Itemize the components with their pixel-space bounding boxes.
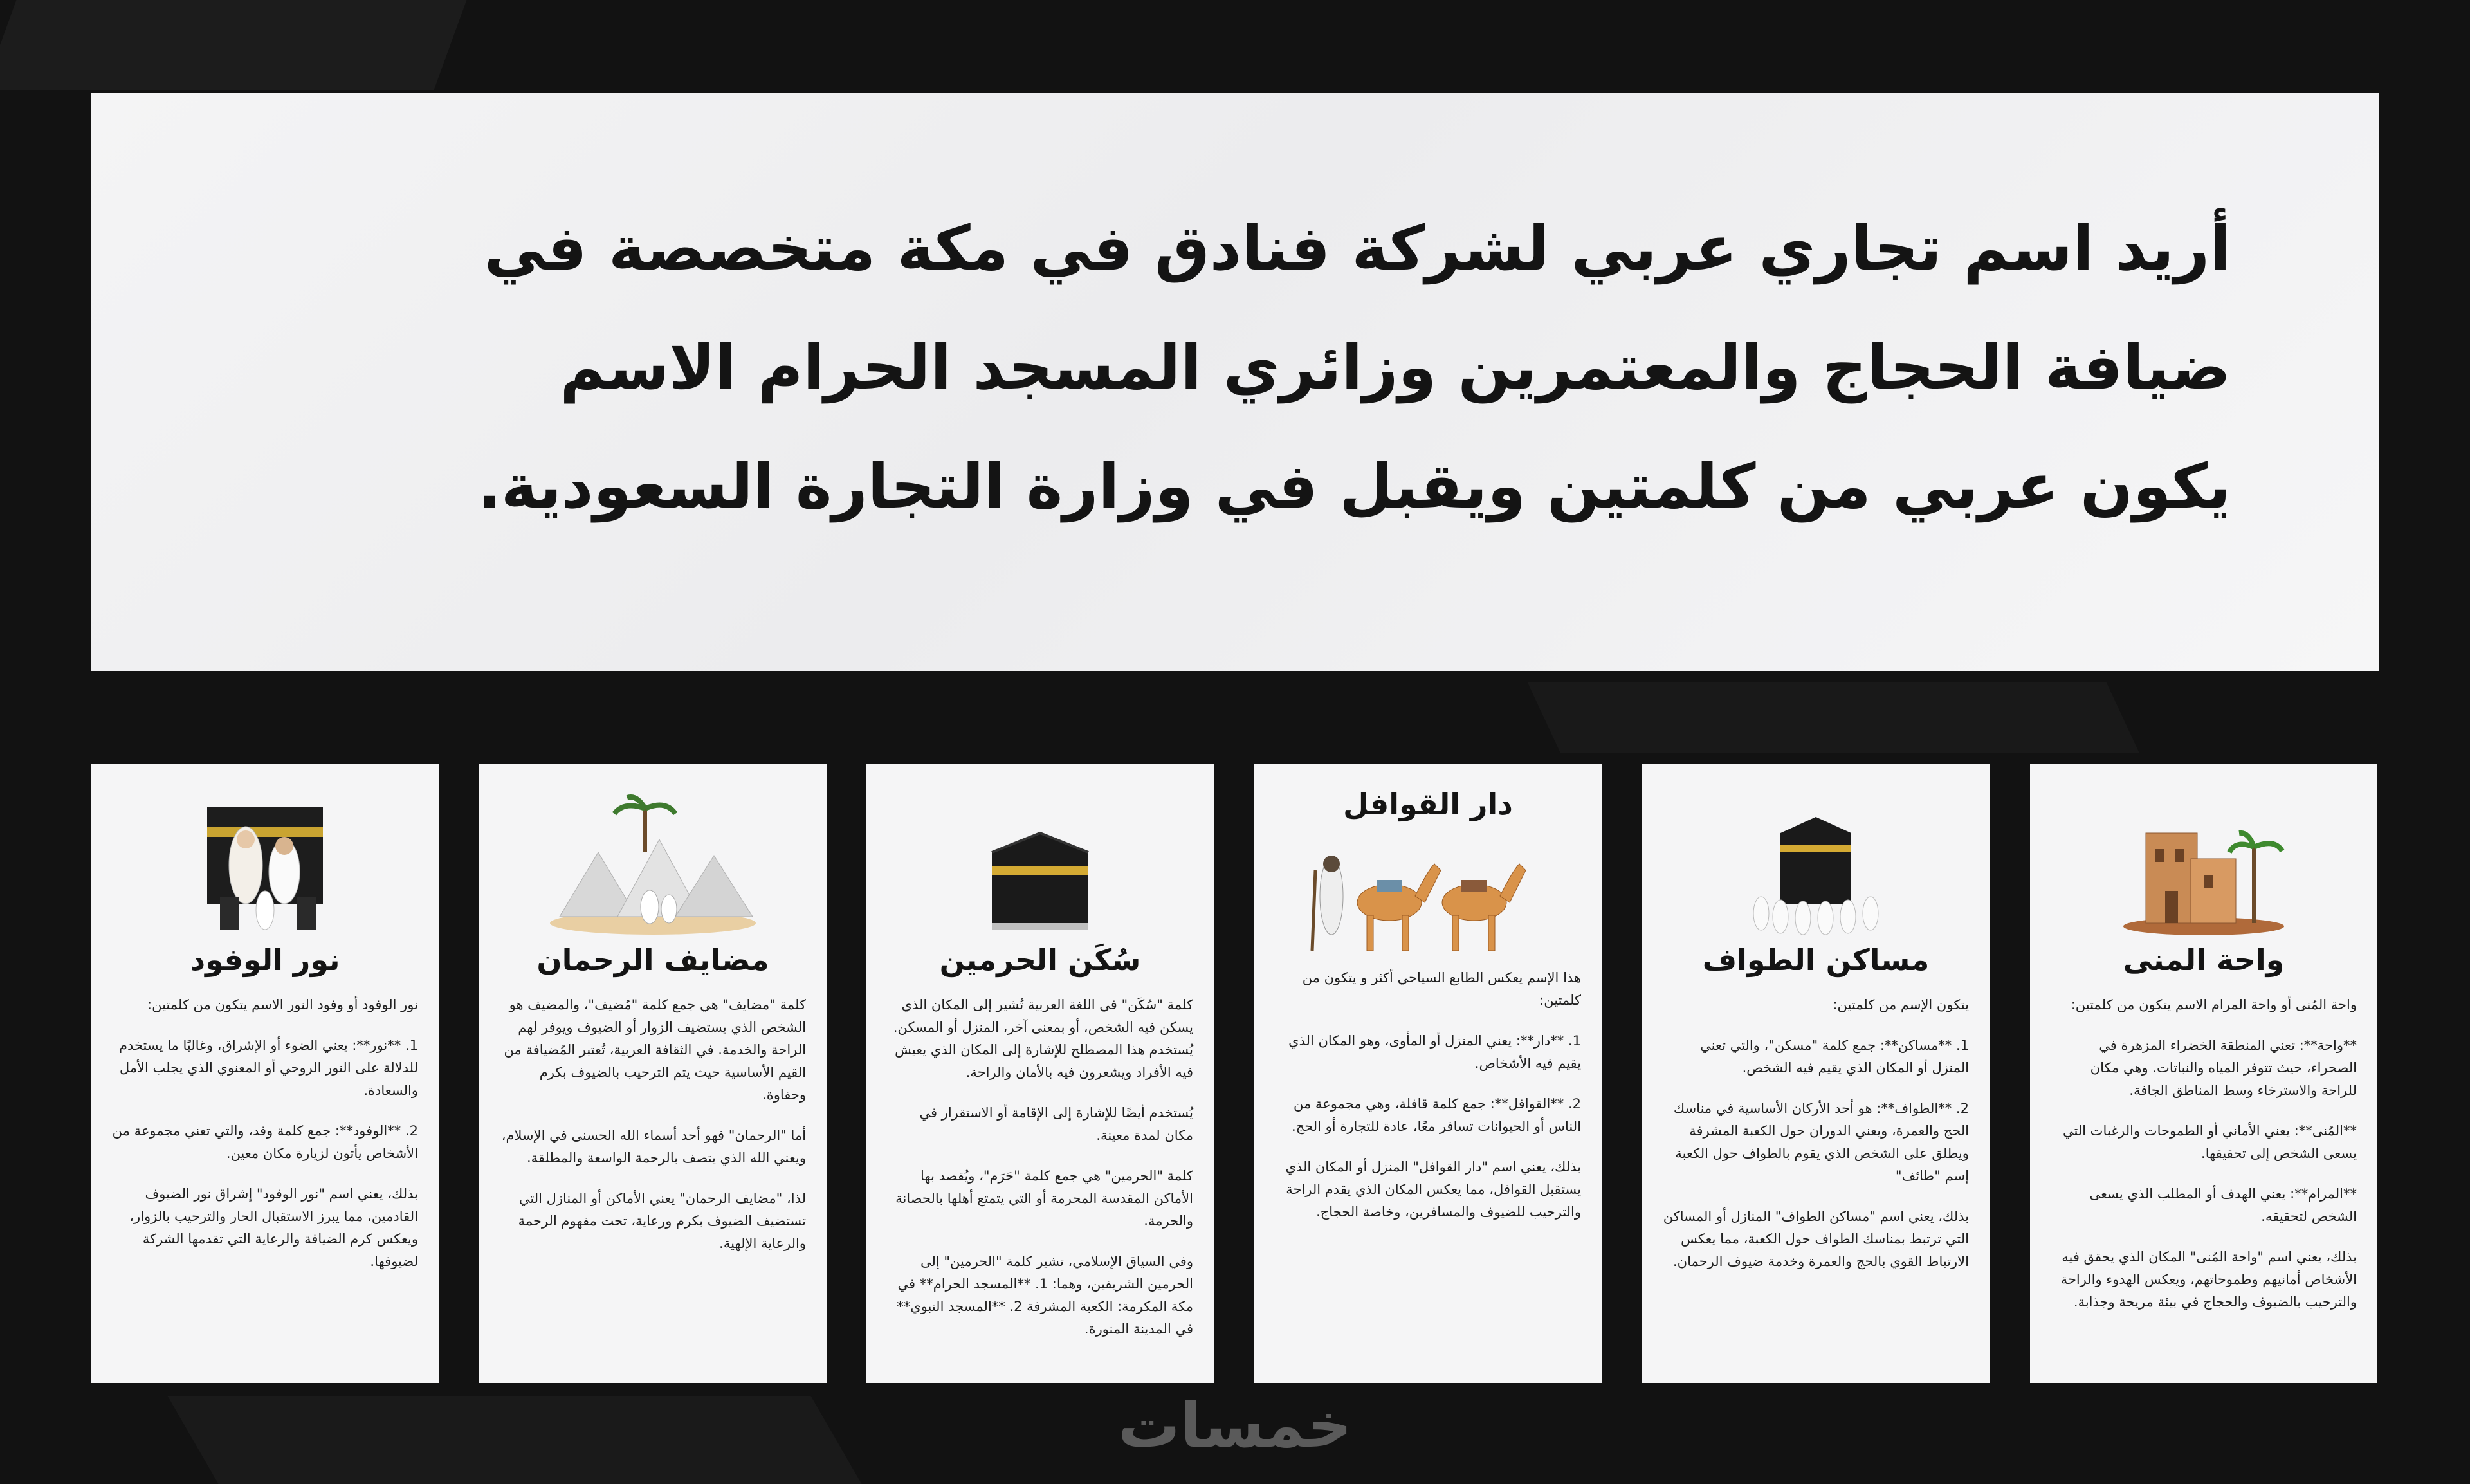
card-description [2051, 994, 2357, 1314]
banner-line-1: أريد اسم تجاري عربي لشركة فنادق في مكة متخصصة في [484, 212, 2231, 284]
card-word-1: 1. **نور**: يعني الضوء أو الإشراق، وغالبًا ما يستخدم للدلالة على النور الروحي أو المعنوي الذي يجلب الأمل والسعادة. [118, 1038, 418, 1098]
card-paragraph: أما "الرحمان" فهو أحد أسماء الله الحسنى في الإسلام، ويعني الله الذي يتصف بالرحمة الواسعة والمطلقة. [501, 1128, 806, 1166]
card-description [112, 994, 418, 1273]
khamsat-logo: خمسات [1118, 1389, 1352, 1461]
camel-caravan-icon [1275, 825, 1581, 954]
tents-icon [500, 782, 806, 936]
card-description [1663, 994, 1969, 1273]
name-card-madayif-alrahman [479, 764, 827, 1383]
card-description [1275, 967, 1581, 1223]
card-title: مساكن الطواف [1702, 942, 1930, 977]
card-paragraph: كلمة "سُكَن" في اللغة العربية تُشير إلى المكان الذي يسكن فيه الشخص، أو بمعنى آخر، المنزل أو المسكن. يُستخدم هذا المصطلح للإشارة إلى المكان الذي يعيش فيه الأفراد ويشعرون فيه بالأمان والراحة. [893, 997, 1193, 1080]
card-word-1: 1. **مساكن**: جمع كلمة "مسكن"، والتي تعني المنزل أو المكان الذي يقيم فيه الشخص. [1700, 1038, 1969, 1076]
pilgrims-family-icon [112, 782, 418, 936]
card-paragraph: يُستخدم أيضًا للإشارة إلى الإقامة أو الاستقرار في مكان لمدة معينة. [919, 1105, 1193, 1143]
name-card-wahat-almuna [2030, 764, 2377, 1383]
card-word-1: 1. **دار**: يعني المنزل أو المأوى، وهو المكان الذي يقيم فيه الأشخاص. [1288, 1033, 1581, 1071]
card-paragraph: كلمة "الحرمين" هي جمع كلمة "حَرَم"، ويُقصد بها الأماكن المقدسة المحرمة أو التي يتمتع أهلها بالحصانة والحرمة. [895, 1168, 1193, 1229]
card-intro: هذا الإسم يعكس الطابع السياحي أكثر و يتكون من كلمتين: [1302, 970, 1581, 1008]
card-intro: يتكون الإسم من كلمتين: [1833, 997, 1969, 1012]
kaaba-tawaf-icon [1663, 782, 1969, 936]
name-card-sakan-alharamayn [866, 764, 1214, 1383]
card-word-2: **المُنى**: يعني الأماني أو الطموحات والرغبات التي يسعى الشخص إلى تحقيقها. [2062, 1123, 2357, 1161]
kaaba-icon [887, 782, 1193, 936]
card-summary: بذلك، يعني اسم "واحة المُنى" المكان الذي يحقق فيه الأشخاص أمانيهم وطموحاتهم، ويعكس الهدوء والراحة والترحيب بالضيوف والحجاج في بيئة مريحة وجذابة. [2060, 1249, 2357, 1310]
card-word-2: 2. **الطواف**: هو أحد الأركان الأساسية في مناسك الحج والعمرة، ويعني الدوران حول الكعبة المشرفة ويطلق على الشخص الذي يقوم بالطواف حول الكعبة إسم "طائف" [1673, 1101, 1969, 1184]
banner-line-2: ضيافة الحجاج والمعتمرين وزائري المسجد الحرام الاسم [560, 331, 2231, 403]
card-title: مضايف الرحمان [536, 942, 769, 977]
card-word-2: 2. **القوافل**: جمع كلمة قافلة، وهي مجموعة من الناس أو الحيوانات تسافر معًا، عادة للتجارة أو الحج. [1291, 1096, 1581, 1134]
desert-building-icon [2051, 782, 2357, 936]
card-summary: بذلك، يعني اسم "مساكن الطواف" المنازل أو المساكن التي ترتبط بمناسك الطواف حول الكعبة، مما يعكس الارتباط القوي بالحج والعمرة وخدمة ضيوف الرحمان. [1663, 1209, 1969, 1269]
card-paragraph: كلمة "مضايف" هي جمع كلمة "مُضيف"، والمضيف هو الشخص الذي يستضيف الزوار أو الضيوف ويوفر لهم الراحة والخدمة. في الثقافة العربية، تُعتبر المُضيافة من القيم الأساسية حيث يتم الترحيب بالضيوف بكرم وحفاوة. [504, 997, 806, 1103]
card-summary: لذا، "مضايف الرحمان" يعني الأماكن أو المنازل التي تستضيف الضيوف بكرم ورعاية، تحت مفهوم الرحمة والرعاية الإلهية. [518, 1191, 806, 1251]
card-word-3: **المرام**: يعني الهدف أو المطلب الذي يسعى الشخص لتحقيقه. [2089, 1186, 2357, 1224]
card-intro: نور الوفود أو وفود النور الاسم يتكون من كلمتين: [147, 997, 418, 1012]
card-title: نور الوفود [190, 942, 340, 977]
card-word-1: **واحة**: تعني المنطقة الخضراء المزهرة في الصحراء، حيث تتوفر المياه والنباتات. وهي مكان للراحة والاسترخاء وسط المناطق الجافة. [2090, 1038, 2357, 1098]
background-shard [167, 1396, 861, 1484]
banner-line-3: يكون عربي من كلمتين ويقبل في وزارة التجارة السعودية. [477, 450, 2231, 522]
card-word-2: 2. **الوفود**: جمع كلمة وفد، والتي تعني مجموعة من الأشخاص يأتون لزيارة مكان معين. [112, 1123, 418, 1161]
name-card-dar-alqawafil [1254, 764, 1602, 1383]
card-title: واحة المنى [2123, 942, 2285, 977]
background-shard [0, 0, 466, 90]
card-title: دار القوافل [1343, 787, 1513, 821]
title-banner [91, 93, 2379, 671]
card-description [887, 994, 1193, 1341]
card-description [500, 994, 806, 1255]
background-shard [1527, 682, 2139, 753]
card-summary: بذلك، يعني اسم "نور الوفود" إشراق نور الضيوف القادمين، مما يبرز الاستقبال الحار والترحيب بالزوار، ويعكس كرم الضيافة والرعاية التي تقدمها الشركة لضيوفها. [129, 1186, 418, 1269]
card-summary: بذلك، يعني اسم "دار القوافل" المنزل أو المكان الذي يستقبل القوافل، مما يعكس المكان الذي يقدم الراحة والترحيب للضيوف والمسافرين، وخاصة الحجاج. [1285, 1159, 1581, 1220]
name-card-nour-alwufud [91, 764, 439, 1383]
card-paragraph: وفي السياق الإسلامي، تشير كلمة "الحرمين" إلى الحرمين الشريفين، وهما: 1. **المسجد الحرام** في مكة المكرمة: الكعبة المشرفة 2. **المسجد النبوي** في المدينة المنورة. [897, 1254, 1193, 1337]
name-card-masakin-altawaf [1642, 764, 1990, 1383]
card-intro: واحة المُنى أو واحة المرام الاسم يتكون من كلمتين: [2071, 997, 2357, 1012]
card-title: سُكَن الحرمين [939, 942, 1141, 977]
